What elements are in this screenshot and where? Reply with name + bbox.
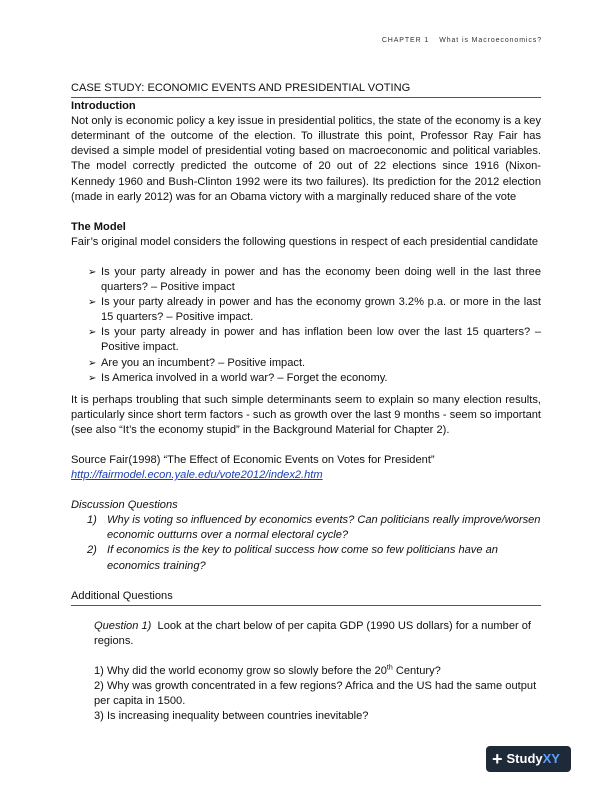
arrow-bullet-icon: ➢	[88, 372, 97, 384]
additional-questions-heading: Additional Questions	[71, 589, 173, 602]
arrow-bullet-icon: ➢	[88, 266, 97, 278]
discussion-questions-list	[71, 513, 541, 573]
arrow-bullet-icon: ➢	[88, 327, 97, 339]
question-1-label: Question 1)	[94, 619, 152, 632]
model-questions-list	[71, 265, 541, 386]
introduction-heading: Introduction	[71, 100, 136, 113]
list-item-text: Are you an incumbent? – Positive impact.	[101, 356, 306, 369]
question-number: 2)	[87, 544, 97, 557]
chapter-title: What is Macroeconomics?	[439, 37, 542, 44]
list-item	[87, 543, 541, 573]
studyxy-logo	[486, 746, 571, 772]
logo-wordmark: StudyXY	[506, 751, 560, 766]
model-heading: The Model	[71, 220, 126, 233]
list-item-text: Is your party already in power and has inflation been low over the last 15 quarters? – Positive impact.	[101, 326, 541, 354]
list-item	[88, 356, 541, 371]
sub-question-2: 2) Why was growth concentrated in a few regions? Africa and the US had the same output per capita in 1500.	[94, 680, 537, 708]
case-study-title-row	[71, 81, 541, 98]
list-item	[88, 265, 541, 295]
sub-question-1: 1) Why did the world economy grow so slowly before the 20th Century?	[94, 664, 441, 677]
source-citation: Source Fair(1998) “The Effect of Economic Events on Votes for President”	[71, 453, 435, 466]
list-item-text: Is your party already in power and has the economy been doing well in the last three quarters? – Positive impact	[101, 265, 541, 294]
arrow-bullet-icon: ➢	[88, 357, 97, 369]
question-number: 1)	[87, 514, 97, 527]
list-item	[88, 325, 541, 355]
question-text: If economics is the key to political success how come so few politicians have an economics training?	[107, 544, 498, 572]
case-study-title: CASE STUDY: ECONOMIC EVENTS AND PRESIDENTIAL VOTING	[71, 82, 411, 94]
discussion-heading: Discussion Questions	[71, 499, 178, 512]
plus-icon: +	[492, 749, 503, 769]
model-paragraph: Fair’s original model considers the following questions in respect of each presidential candidate	[71, 235, 539, 248]
list-item	[87, 513, 541, 543]
list-item-text: Is your party already in power and has the economy grown 3.2% p.a. or more in the last 15 quarters? – Positive impact.	[101, 296, 541, 324]
document-body	[71, 81, 541, 724]
question-1-text: Look at the chart below of per capita GDP (1990 US dollars) for a number of regions.	[94, 619, 532, 647]
additional-questions-title-row	[71, 589, 541, 606]
conclusion-paragraph: It is perhaps troubling that such simple determinants seem to explain so many election results, particularly since short term factors - such as growth over the last 9 months - seem so important (see also “It’s the economy stupid” in the Background Material for Chapter 2).	[71, 393, 541, 436]
list-item	[88, 371, 541, 386]
sub-question-3: 3) Is increasing inequality between countries inevitable?	[94, 710, 369, 723]
chapter-label: CHAPTER 1	[381, 37, 430, 44]
source-link[interactable]: http://fairmodel.econ.yale.edu/vote2012/index2.htm	[71, 469, 323, 482]
question-1-block	[71, 607, 541, 725]
list-item	[88, 295, 541, 325]
arrow-bullet-icon: ➢	[88, 297, 97, 309]
page-header	[382, 36, 542, 46]
question-text: Why is voting so influenced by economics events? Can politicians really improve/worsen economic outturns over a normal electoral cycle?	[107, 514, 541, 542]
introduction-paragraph: Not only is economic policy a key issue in presidential politics, the state of the economy is a key determinant of the outcome of the election. To illustrate this point, Professor Ray Fair has devised a simple model of presidential voting based on macroeconomic and political variables. The model correctly predicted the outcome of 20 out of 22 elections since 1916 (Nixon-Kennedy 1960 and Bush-Clinton 1992 were its two failures). Its prediction for the 2012 election (made in early 2012) was for an Obama victory with a marginally reduced share of the vote	[71, 115, 541, 203]
list-item-text: Is America involved in a world war? – Forget the economy.	[101, 371, 388, 384]
